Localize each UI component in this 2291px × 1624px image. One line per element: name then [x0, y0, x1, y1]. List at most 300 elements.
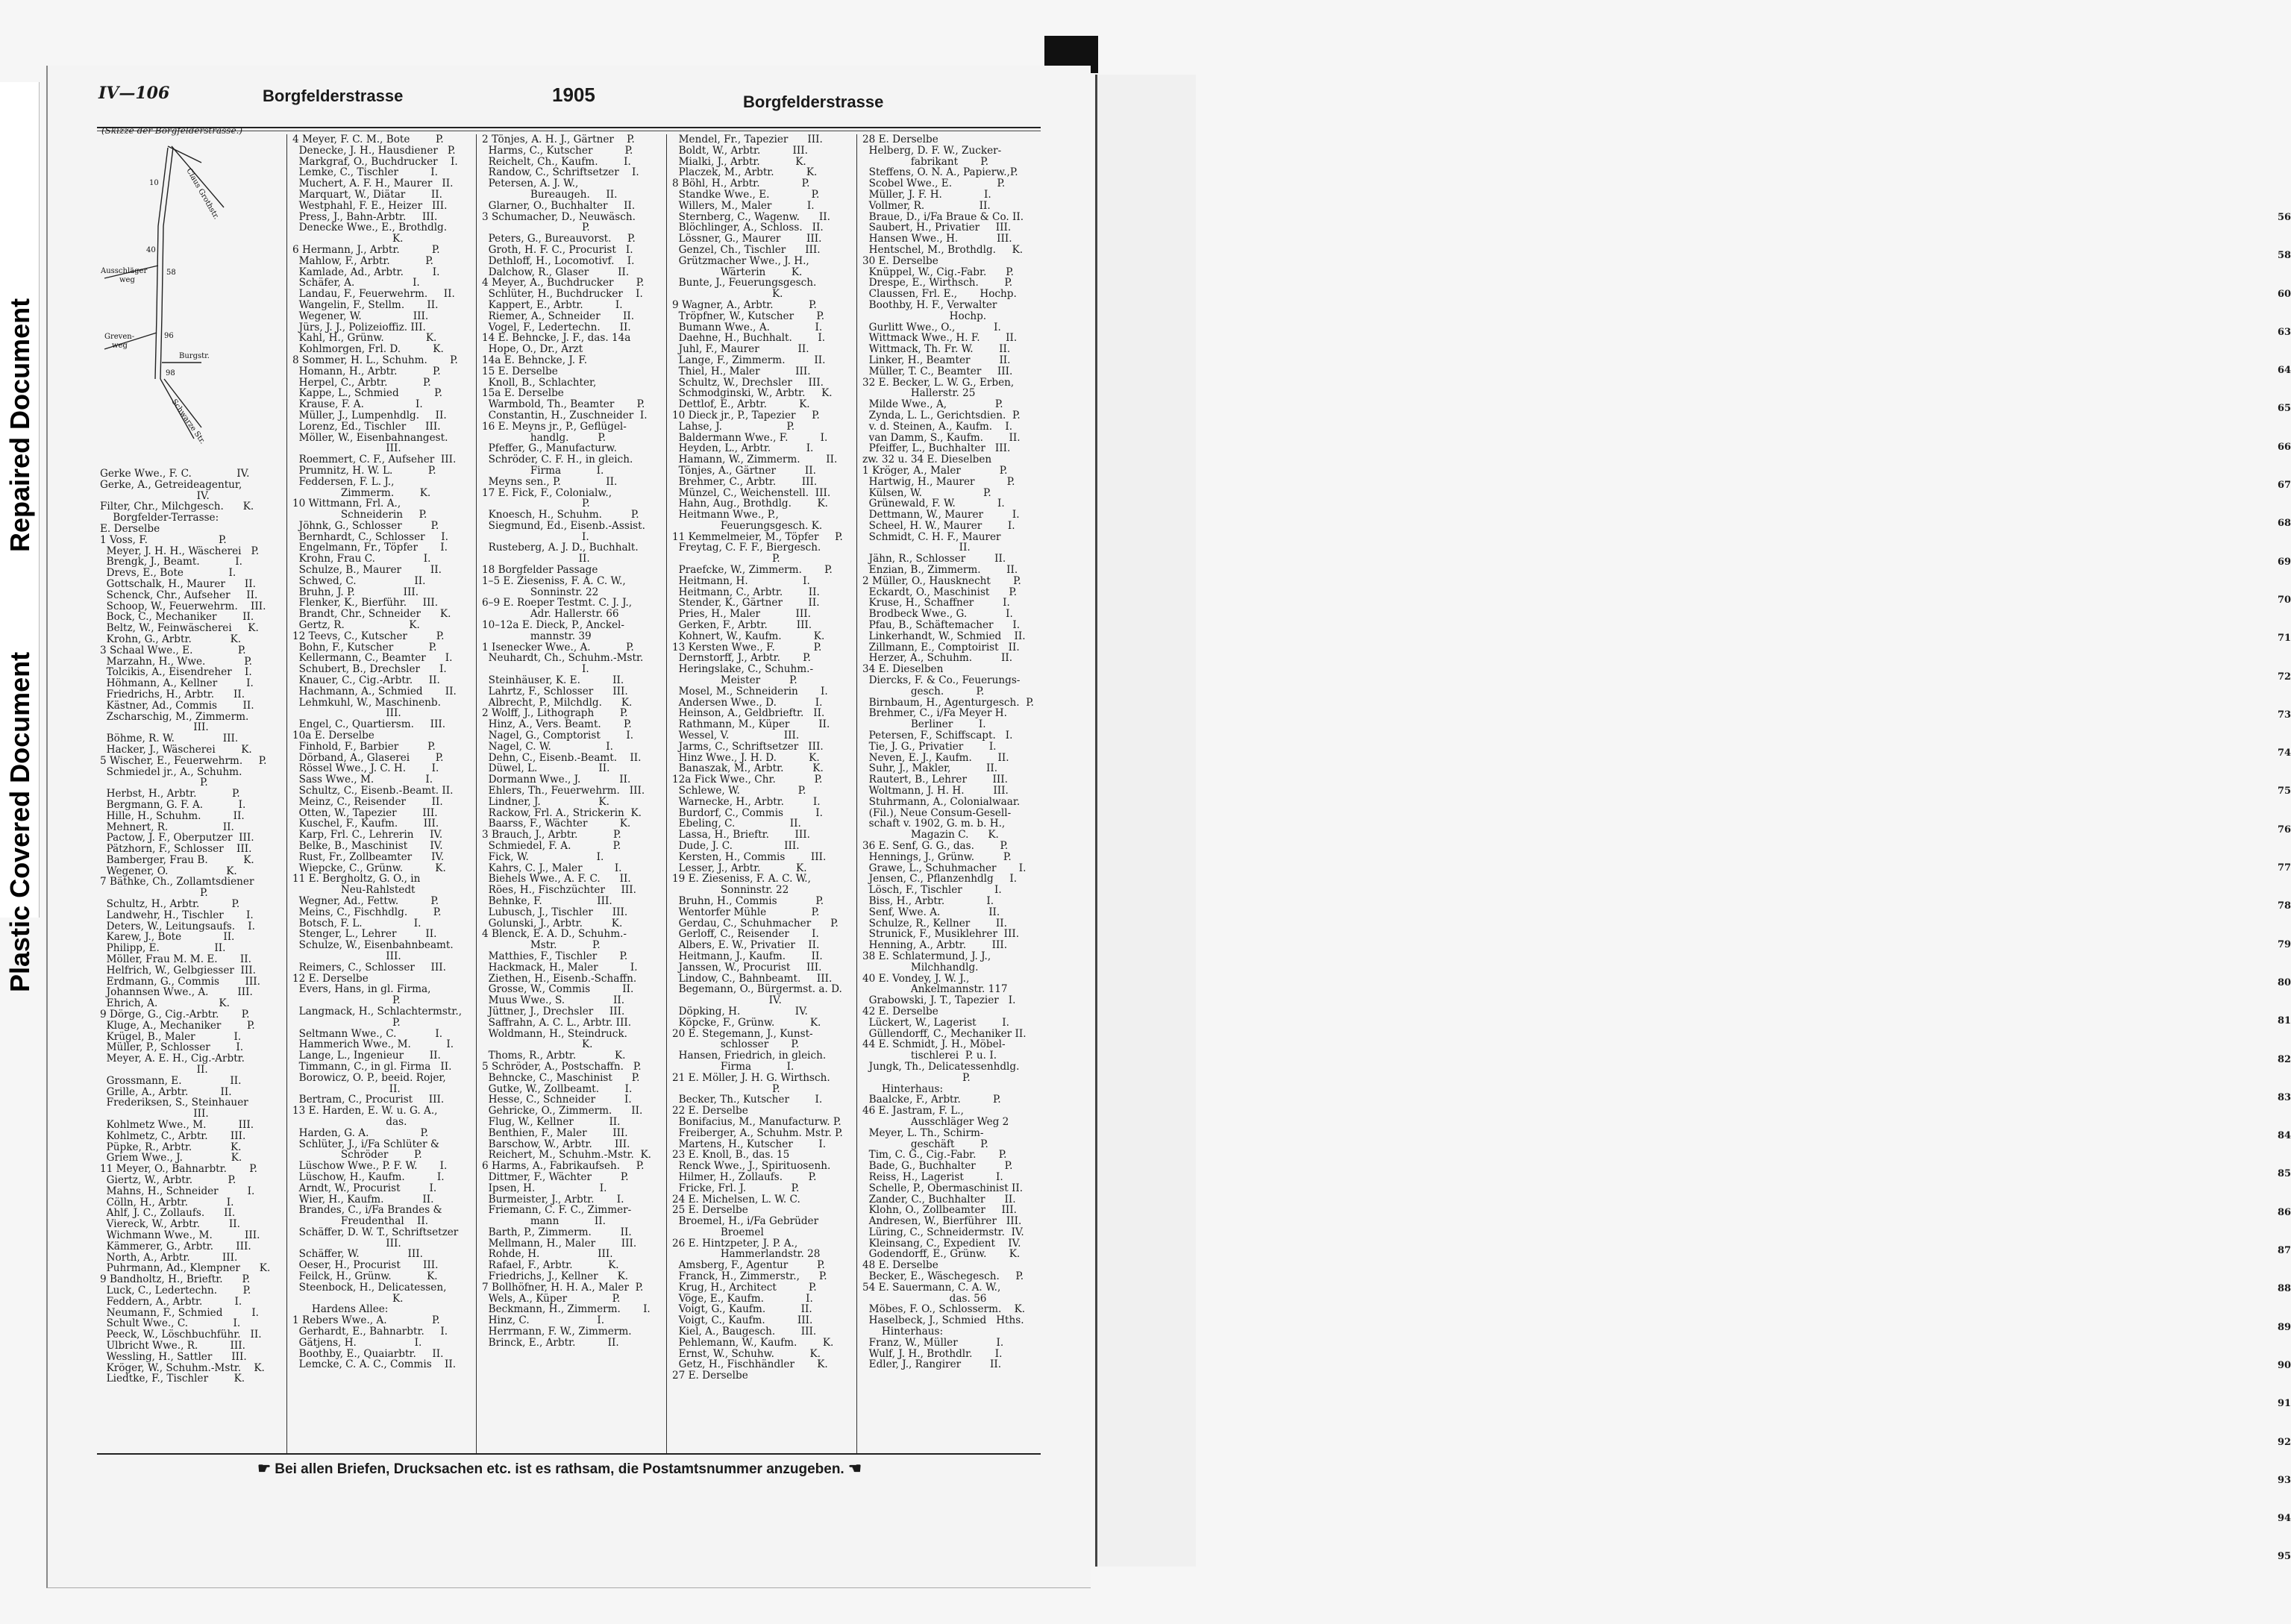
directory-entry: Bernhardt, C., Schlosser I.	[292, 530, 448, 543]
directory-entry: 1 Isenecker Wwe., A. P.	[482, 641, 634, 653]
directory-entry: Brehmer, C., Arbtr. III.	[672, 475, 818, 488]
directory-entry: Kohlmetz, C., Arbtr. III.	[100, 1129, 246, 1142]
directory-entry: Neumann, F., Schmied I.	[100, 1306, 260, 1319]
directory-entry: 2 Müller, O., Hausknecht P.	[862, 574, 1021, 587]
directory-entry: 18 Borgfelder Passage	[482, 564, 598, 577]
directory-entry: Hinz, A., Vers. Beamt. P.	[482, 718, 632, 731]
directory-entry: Schmodginski, W., Arbtr. K.	[672, 387, 833, 400]
directory-entry: Brinck, E., Arbtr. II.	[482, 1336, 619, 1349]
directory-entry: 11 Kemmelmeier, M., Töpfer P.	[672, 530, 843, 543]
directory-entry: Linkerhandt, W., Schmied II.	[862, 630, 1026, 642]
directory-entry: Hinterhaus:	[862, 1082, 944, 1095]
label-weg1: weg	[119, 276, 135, 284]
directory-entry: Meins, C., Fischhdlg. P.	[292, 906, 442, 918]
directory-entry: Behncke, C., Maschinist P.	[482, 1071, 640, 1084]
directory-entry: 42 E. Derselbe	[862, 1005, 938, 1018]
directory-entry: Behnke, F. III.	[482, 894, 612, 907]
directory-entry: Schubert, B., Drechsler I.	[292, 663, 447, 676]
directory-entry: geschäft P.	[862, 1138, 988, 1150]
directory-entry: 6 Hermann, J., Arbtr. P.	[292, 243, 440, 256]
directory-entry: Milchhandlg.	[862, 961, 979, 974]
directory-entry: Schultz, W., Drechsler III.	[672, 376, 824, 389]
directory-entry: Krohn, G., Arbtr. K.	[100, 633, 242, 645]
directory-entry: Langmack, H., Schlachtermstr.,	[292, 1005, 463, 1018]
directory-entry: das. 56	[862, 1292, 987, 1305]
edge-number: 80	[2278, 976, 2291, 988]
directory-entry: Benthien, F., Maler III.	[482, 1126, 628, 1139]
directory-entry: Brandes, C., i/Fa Brandes &	[292, 1204, 442, 1217]
directory-entry: Bertram, C., Procurist III.	[292, 1094, 445, 1106]
directory-entry: Lössner, G., Maurer III.	[672, 233, 822, 245]
directory-entry: Hallerstr. 25	[862, 387, 976, 400]
directory-entry: Lahse, J. P.	[672, 420, 795, 433]
directory-entry: Rohde, H. III.	[482, 1248, 613, 1261]
directory-entry: Reichelt, Ch., Kaufm. I.	[482, 155, 631, 168]
directory-entry: Jarms, C., Schriftsetzer III.	[672, 740, 824, 753]
directory-entry: handlg. P.	[482, 431, 607, 444]
directory-entry: Praefcke, W., Zimmerm. P.	[672, 564, 833, 577]
directory-entry: Knoesch, H., Schuhm. P.	[482, 509, 639, 521]
preservation-label-strip	[0, 82, 40, 992]
directory-entry: Wegner, Ad., Fettw. P.	[292, 894, 439, 907]
directory-entry: Wiepcke, C., Grünw. K.	[292, 862, 446, 874]
directory-entry: Schulze, W., Eisenbahnbeamt.	[292, 939, 454, 952]
directory-entry: Wichmann Wwe., M. III.	[100, 1229, 260, 1241]
directory-entry: Birnbaum, H., Agenturgesch. P.	[862, 696, 1034, 709]
directory-entry: Cölln, H., Arbtr. I.	[100, 1196, 234, 1208]
directory-entry: (Fil.), Neue Consum-Gesell-	[862, 806, 1012, 819]
directory-entry: Steinhäuser, K. E. II.	[482, 674, 624, 687]
directory-entry: 11 Meyer, O., Bahnarbtr. P.	[100, 1163, 257, 1176]
directory-entry: III.	[292, 950, 401, 962]
directory-entry: IV.	[100, 489, 210, 502]
directory-entry: Knoll, B., Schlachter,	[482, 376, 597, 389]
edge-number: 84	[2278, 1130, 2291, 1142]
directory-entry: Magazin C. K.	[862, 829, 999, 841]
directory-entry: Schultz, H., Arbtr. P.	[100, 898, 240, 911]
directory-entry: Bergmann, G. F. A. I.	[100, 798, 246, 811]
edge-number: 76	[2278, 824, 2291, 835]
directory-entry: Dude, J. C. III.	[672, 840, 800, 852]
directory-entry: Burdorf, C., Commis I.	[672, 806, 823, 819]
directory-entry: 54 E. Sauermann, C. A. W.,	[862, 1281, 1001, 1294]
directory-entry: Gurlitt Wwe., O., I.	[862, 321, 1001, 333]
directory-entry: 1–5 E. Zieseniss, F. A. C. W.,	[482, 574, 626, 587]
directory-entry: Zscharschig, M., Zimmerm.	[100, 710, 249, 723]
directory-entry: Beckmann, H., Zimmerm. I.	[482, 1303, 651, 1316]
directory-entry: Wentorfer Mühle P.	[672, 906, 820, 918]
directory-entry: Ulbricht Wwe., R. III.	[100, 1339, 245, 1352]
directory-entry: K.	[672, 288, 783, 301]
directory-entry: Bade, G., Buchhalter P.	[862, 1160, 1013, 1173]
directory-entry: Müller, P., Schlosser I.	[100, 1041, 244, 1054]
directory-entry: Steffens, O. N. A., Papierw.,P.	[862, 166, 1018, 179]
directory-entry: 11 E. Bergholtz, G. O., in	[292, 873, 421, 885]
directory-entry: Haselbeck, J., Schmied Hths.	[862, 1314, 1024, 1327]
directory-entry: III.	[100, 721, 209, 734]
directory-entry: Otten, W., Tapezier III.	[292, 806, 438, 819]
directory-entry: Hilmer, H., Zollaufs. P.	[672, 1170, 817, 1183]
directory-entry: Kruse, H., Schaffner I.	[862, 597, 1010, 609]
directory-entry: Lehmkuhl, W., Maschinenb.	[292, 696, 441, 709]
directory-entry: Dörband, A., Glaserei P.	[292, 751, 444, 764]
directory-entry: Groth, H. F. C., Procurist I.	[482, 243, 633, 256]
directory-entry: Placzek, M., Arbtr. K.	[672, 166, 818, 179]
directory-entry: Zander, C., Buchhalter II.	[862, 1193, 1016, 1206]
directory-entry: Mstr. P.	[482, 939, 601, 952]
directory-entry: Rössel Wwe., J. C. H. I.	[292, 762, 439, 775]
directory-entry: 23 E. Knoll, B., das. 15	[672, 1149, 790, 1161]
directory-entry: 40 E. Vondey, J. W. J.,	[862, 972, 970, 985]
directory-entry: Gätjens, H. I.	[292, 1336, 422, 1349]
directory-entry: Pfeffer, G., Manufacturw.	[482, 442, 617, 455]
directory-column-1	[100, 468, 270, 1385]
directory-entry: Hinz, C. I.	[482, 1314, 605, 1327]
directory-entry: Peters, G., Bureauvorst. P.	[482, 233, 636, 245]
directory-entry: Wessling, H., Sattler III.	[100, 1350, 247, 1363]
directory-entry: Godendorff, E., Grünw. K.	[862, 1248, 1021, 1261]
edge-number: 73	[2278, 709, 2291, 721]
directory-entry: Biehels Wwe., A. F. C. II.	[482, 873, 631, 885]
directory-entry: Schlüter, J., i/Fa Schlüter &	[292, 1138, 440, 1150]
directory-entry: Pfeiffer, L., Buchhalter III.	[862, 442, 1011, 455]
directory-entry: Giertz, W., Arbtr. P.	[100, 1174, 236, 1186]
edge-number: 56	[2278, 212, 2291, 223]
claus-groth-line	[168, 146, 201, 163]
directory-entry: Blöchlinger, A., Schloss. II.	[672, 222, 824, 234]
directory-entry: Marzahn, H., Wwe. P.	[100, 655, 252, 668]
directory-entry: 4 Meyer, F. C. M., Bote P.	[292, 134, 444, 145]
directory-entry: Gerloff, C., Reisender I.	[672, 928, 819, 941]
directory-entry: Kahl, H., Grünw. K.	[292, 332, 437, 345]
directory-entry: Constantin, H., Zuschneider I.	[482, 409, 648, 421]
directory-entry: Ziethen, H., Eisenb.-Schaffn.	[482, 972, 637, 985]
directory-entry: 17 E. Fick, F., Colonialw.,	[482, 486, 612, 499]
directory-entry: Hentschel, M., Brothdlg. K.	[862, 243, 1024, 256]
directory-entry: Feuerungsgesch. K.	[672, 519, 823, 532]
directory-entry: Möbes, F. O., Schlosserm. K.	[862, 1303, 1026, 1316]
directory-entry: Tröpfner, W., Kutscher P.	[672, 310, 825, 322]
directory-entry: 10 Dieck jr., P., Tapezier P.	[672, 409, 820, 421]
directory-entry: Evers, Hans, in gl. Firma,	[292, 983, 431, 996]
directory-entry: Lüschow Wwe., P. F. W. I.	[292, 1160, 448, 1173]
directory-entry: Hachmann, A., Schmied II.	[292, 685, 457, 697]
directory-entry: Senf, Wwe. A. II.	[862, 906, 1000, 918]
directory-entry: Daehne, H., Buchhalt. I.	[672, 332, 826, 345]
directory-entry: 22 E. Derselbe	[672, 1105, 748, 1117]
directory-entry: Gerdau, C., Schuhmacher P.	[672, 917, 839, 929]
directory-entry: Krause, F. A. I.	[292, 398, 423, 411]
directory-entry: Pactow, J. F., Oberputzer III.	[100, 832, 254, 844]
directory-entry: Finhold, F., Barbier P.	[292, 740, 436, 753]
directory-entry: Albrecht, P., Milchdlg. K.	[482, 696, 633, 709]
street-title-left: Borgfelderstrasse	[263, 87, 404, 105]
edge-number: 65	[2278, 403, 2291, 415]
directory-entry: 1 Kröger, A., Maler P.	[862, 464, 1008, 477]
directory-entry: Grossmann, E. II.	[100, 1074, 242, 1087]
directory-entry: Meyer, L. Th., Schirm-	[862, 1126, 984, 1139]
directory-entry: 19 E. Zieseniss, F. A. C. W.,	[672, 873, 811, 885]
directory-entry: 13 Kersten Wwe., F. P.	[672, 641, 822, 653]
directory-entry: Herpel, C., Arbtr. P.	[292, 376, 431, 389]
directory-entry: Seltmann Wwe., C. I.	[292, 1027, 443, 1040]
directory-entry: Wier, H., Kaufm. II.	[292, 1193, 434, 1206]
directory-entry: Jungk, Th., Delicatessenhdlg.	[862, 1060, 1020, 1073]
directory-entry: Schäffer, D. W. T., Schriftsetzer	[292, 1226, 459, 1238]
directory-entry: Rackow, Frl. A., Strickerin K.	[482, 806, 642, 819]
directory-entry: Firma I.	[672, 1060, 795, 1073]
directory-entry: Renck Wwe., J., Spirituosenh.	[672, 1160, 831, 1173]
directory-entry: Wegener, O. K.	[100, 865, 237, 877]
directory-column-2	[292, 134, 462, 1370]
directory-entry: Schwed, C. II.	[292, 574, 426, 587]
directory-entry: 4 Meyer, A., Buchdrucker P.	[482, 277, 645, 289]
directory-entry: Krügel, B., Maler I.	[100, 1030, 242, 1043]
directory-entry: 5 Schröder, A., Postschaffn. P.	[482, 1060, 642, 1073]
directory-entry: Karp, Frl. C., Lehrerin IV.	[292, 829, 443, 841]
directory-entry: Henning, A., Arbtr. III.	[862, 939, 1008, 952]
directory-entry: Stuhrmann, A., Colonialwaar.	[862, 795, 1021, 808]
directory-entry: Münzel, C., Weichenstell. III.	[672, 486, 831, 499]
directory-entry: Lange, F., Zimmerm. II.	[672, 354, 826, 366]
edge-number: 74	[2278, 747, 2291, 759]
directory-entry: Mendel, Fr., Tapezier III.	[672, 134, 823, 145]
label-greven: Greven-	[104, 333, 135, 341]
directory-entry: II.	[292, 1082, 401, 1095]
plastic-covered-label: Plastic Covered Document	[4, 651, 35, 992]
directory-entry: Lesser, J., Arbtr. K.	[672, 862, 807, 874]
directory-entry: 2 Wolff, J., Lithograph P.	[482, 707, 628, 720]
directory-entry: Botsch, F. L. I.	[292, 917, 421, 929]
directory-entry: Lange, L., Ingenieur II.	[292, 1050, 441, 1062]
edge-number: 78	[2278, 900, 2291, 912]
directory-entry: 15a E. Derselbe	[482, 387, 564, 400]
directory-entry: Ahlf, J. C., Zollaufs. II.	[100, 1207, 236, 1220]
directory-entry: P.	[100, 777, 208, 789]
directory-entry: Bock, C., Mechaniker II.	[100, 611, 254, 624]
label-ausschlaeger: Ausschläger	[101, 267, 148, 275]
directory-entry: Grabowski, J. T., Tapezier I.	[862, 994, 1016, 1007]
directory-entry: Burmeister, J., Arbtr. I.	[482, 1193, 624, 1206]
directory-entry: Jüttner, J., Drechsler III.	[482, 1005, 625, 1018]
directory-entry: Pries, H., Maler III.	[672, 608, 811, 621]
directory-entry: Johannsen Wwe., A. III.	[100, 986, 253, 999]
directory-entry: Gottschalk, H., Maurer II.	[100, 577, 256, 590]
directory-entry: Braue, D., i/Fa Braue & Co. II.	[862, 210, 1024, 223]
directory-entry: Dettmann, W., Maurer I.	[862, 509, 1020, 521]
directory-entry: Edler, J., Rangirer II.	[862, 1358, 1002, 1371]
directory-entry: Luck, C., Ledertechn. P.	[100, 1284, 251, 1297]
edge-number: 63	[2278, 326, 2291, 338]
directory-entry: 13 E. Harden, E. W. u. G. A.,	[292, 1105, 438, 1117]
directory-entry: Wels, A., Küper P.	[482, 1292, 621, 1305]
directory-entry: Ebeling, C. II.	[672, 818, 801, 830]
directory-entry: Püpke, R., Arbtr. K.	[100, 1141, 242, 1153]
directory-entry: Lüring, C., Schneidermstr. IV.	[862, 1226, 1024, 1238]
directory-entry: 8 Böhl, H., Arbtr. P.	[672, 178, 810, 190]
directory-entry: Kämmerer, G., Arbtr. III.	[100, 1240, 251, 1253]
directory-entry: gesch. P.	[862, 685, 985, 697]
column-rule-4	[856, 134, 857, 1455]
edge-number: 85	[2278, 1168, 2291, 1180]
directory-entry: Pätzhorn, F., Schlosser III.	[100, 843, 252, 856]
directory-entry: Markgraf, O., Buchdrucker I.	[292, 155, 458, 168]
edge-number: 58	[2278, 250, 2291, 262]
directory-entry: Milde Wwe., A, P.	[862, 398, 1003, 411]
directory-entry: Meinz, C., Reisender II.	[292, 795, 443, 808]
directory-entry: 7 Bollhöfner, H. H. A., Maler P.	[482, 1281, 644, 1294]
directory-entry: Peeck, W., Löschbuchführ. II.	[100, 1329, 262, 1341]
directory-entry: Krug, H., Architect P.	[672, 1281, 817, 1294]
directory-entry: Wittmack Wwe., H. F. II.	[862, 332, 1018, 345]
directory-entry: Thiel, H., Maler III.	[672, 365, 811, 377]
directory-entry: Hille, H., Schuhm. II.	[100, 809, 245, 822]
directory-entry: Brodbeck Wwe., G. I.	[862, 608, 1013, 621]
directory-entry: 7 Bäthke, Ch., Zollamtsdiener	[100, 876, 254, 888]
directory-entry: 26 E. Hintzpeter, J. P. A.,	[672, 1237, 798, 1250]
directory-entry: Kiel, A., Baugesch. III.	[672, 1326, 817, 1338]
directory-entry: mann II.	[482, 1215, 606, 1228]
directory-entry: Hinz Wwe., J. H. D. K.	[672, 751, 820, 764]
directory-entry: Schäfer, A. I.	[292, 277, 420, 289]
directory-entry: Kröger, W., Schuhm.-Mstr. K.	[100, 1361, 265, 1374]
edge-number: 95	[2278, 1551, 2291, 1563]
directory-entry: Bamberger, Frau B. K.	[100, 853, 254, 866]
directory-entry: 36 E. Senf, G. G., das. P.	[862, 840, 1009, 852]
directory-entry: Boothby, H. F., Verwalter	[862, 298, 997, 311]
directory-entry: Jensen, C., Pflanzenhdlg I.	[862, 873, 1018, 885]
directory-entry: III.	[292, 442, 401, 455]
edge-number: 69	[2278, 556, 2291, 568]
directory-entry: Schulze, B., Maurer II.	[292, 564, 442, 577]
directory-entry: Strunick, F., Musiklehrer III.	[862, 928, 1020, 941]
label-weg2: weg	[112, 342, 128, 350]
directory-entry: Lückert, W., Lagerist I.	[862, 1016, 1009, 1029]
directory-entry: Claussen, Frl. E., Hochp.	[862, 288, 1017, 301]
directory-entry: Standke Wwe., E. P.	[672, 188, 820, 201]
directory-entry: Beltz, W., Feinwäscherei K.	[100, 622, 259, 635]
directory-entry: Pfau, B., Schäftemacher I.	[862, 619, 1021, 632]
directory-entry: Linker, H., Beamter II.	[862, 354, 1011, 366]
directory-entry: Heinson, A., Geldbrieftr. II.	[672, 707, 825, 720]
directory-entry: Döpking, H. IV.	[672, 1005, 808, 1018]
directory-entry: Borgfelder-Terrasse:	[100, 512, 219, 524]
directory-entry: Ernst, W., Schuhw. K.	[672, 1347, 821, 1360]
edge-number: 86	[2278, 1206, 2291, 1218]
directory-entry: Kappert, E., Arbtr. I.	[482, 298, 623, 311]
directory-entry: Dalchow, R., Glaser II.	[482, 266, 630, 278]
directory-entry: Getz, H., Fischhändler K.	[672, 1358, 828, 1371]
directory-entry: Scobel Wwe., E. P.	[862, 178, 1006, 190]
directory-entry: Genzel, Ch., Tischler III.	[672, 243, 821, 256]
edge-number: 77	[2278, 862, 2291, 874]
directory-entry: Röes, H., Fischzüchter III.	[482, 884, 636, 897]
directory-entry: Schoop, W., Feuerwehrm. III.	[100, 600, 266, 612]
directory-entry: Mosel, M., Schneiderin I.	[672, 685, 828, 697]
directory-entry: Siegmund, Ed., Eisenb.-Assist.	[482, 519, 645, 532]
directory-entry: Freudenthal II.	[292, 1215, 429, 1228]
directory-entry: Mahns, H., Schneider I.	[100, 1185, 255, 1197]
directory-entry: 12 E. Derselbe	[292, 972, 369, 985]
directory-entry: Köpcke, F., Grünw. K.	[672, 1016, 821, 1029]
directory-entry: Zynda, L. L., Gerichtsdien. P.	[862, 409, 1021, 421]
directory-entry: Schlewe, W. P.	[672, 785, 806, 797]
directory-entry: P.	[482, 222, 590, 234]
directory-entry: Baalcke, F., Arbtr. P.	[862, 1094, 1001, 1106]
directory-entry: Harms, C., Kutscher P.	[482, 144, 633, 157]
directory-entry: Puhrmann, Ad., Klempner K.	[100, 1262, 271, 1275]
num-98: 98	[166, 369, 175, 377]
directory-entry: Müller, J. F. H. I.	[862, 188, 991, 201]
num-96: 96	[164, 332, 174, 340]
directory-entry: Homann, H., Arbtr. P.	[292, 365, 441, 377]
directory-entry: Müller, J., Lumpenhdlg. II.	[292, 409, 447, 421]
directory-entry: P.	[672, 553, 780, 565]
edge-number: 90	[2278, 1359, 2291, 1371]
directory-entry: Bureaugeh. II.	[482, 188, 618, 201]
directory-entry: Tönjes, A., Gärtner II.	[672, 464, 816, 477]
directory-entry: Belke, B., Maschinist IV.	[292, 840, 443, 852]
directory-entry: Dethloff, H., Locomotivf. I.	[482, 254, 635, 267]
directory-entry: Meyns sen., P. II.	[482, 475, 618, 488]
directory-entry: Borowicz, O. P., beeid. Rojer,	[292, 1071, 446, 1084]
directory-entry: 9 Wagner, A., Arbtr. P.	[672, 298, 817, 311]
directory-entry: Andresen, W., Bierführer III.	[862, 1215, 1022, 1228]
directory-entry: 14 E. Behncke, J. F., das. 14a	[482, 332, 631, 345]
directory-entry: Becker, E., Wäschegesch. P.	[862, 1270, 1024, 1283]
directory-entry: Eckardt, O., Maschinist P.	[862, 586, 1018, 598]
directory-entry: III.	[100, 1108, 209, 1120]
directory-entry: Ankelmannstr. 117	[862, 983, 1008, 996]
directory-entry: Zillmann, E., Comptoirist II.	[862, 641, 1020, 653]
directory-entry: Martens, H., Kutscher I.	[672, 1138, 827, 1150]
directory-entry: Warnecke, H., Arbtr. I.	[672, 795, 821, 808]
directory-entry: E. Derselbe	[100, 522, 160, 535]
num-40: 40	[146, 246, 156, 254]
directory-entry: Voigt, G., Kaufm. II.	[672, 1303, 812, 1316]
directory-entry: Brehmer, C., i/Fa Meyer H.	[862, 707, 1007, 720]
directory-entry: 2 Tönjes, A. H. J., Gärtner P.	[482, 134, 635, 145]
next-page-numbers	[2278, 213, 2291, 1590]
directory-entry: P.	[482, 498, 590, 510]
directory-entry: P.	[292, 1016, 401, 1029]
edge-number: 64	[2278, 365, 2291, 377]
directory-entry: Hansen, Friedrich, in gleich.	[672, 1050, 827, 1062]
directory-entry: Grünewald, F. W. I.	[862, 498, 1005, 510]
directory-entry: das.	[292, 1115, 407, 1128]
directory-entry: Reichert, M., Schuhm.-Mstr. K.	[482, 1149, 651, 1161]
page-number: IV—106	[98, 84, 170, 103]
directory-entry: Schultz, C., Eisenb.-Beamt. II.	[292, 785, 454, 797]
directory-entry: Hartwig, H., Maurer P.	[862, 475, 1015, 488]
directory-entry: Prumnitz, H. W. L. P.	[292, 464, 436, 477]
directory-entry: 34 E. Dieselben	[862, 663, 944, 676]
directory-entry: Höhmann, A., Kellner I.	[100, 677, 254, 690]
directory-entry: Kästner, Ad., Commis II.	[100, 699, 254, 712]
directory-entry: Freytag, C. F. F., Biergesch.	[672, 542, 821, 554]
column-rule-3	[666, 134, 667, 1455]
directory-entry: Wessel, V. III.	[672, 730, 800, 742]
directory-entry: Jöhnk, G., Schlosser P.	[292, 519, 439, 532]
directory-entry: 21 E. Möller, J. H. G. Wirthsch.	[672, 1071, 830, 1084]
directory-entry: Rathmann, M., Küper II.	[672, 718, 830, 731]
directory-entry: Engelmann, Fr., Töpfer I.	[292, 542, 448, 554]
directory-entry: 6 Harms, A., Fabrikaufseh. P.	[482, 1160, 645, 1173]
edge-number: 67	[2278, 480, 2291, 492]
directory-entry: Hochp.	[862, 310, 987, 322]
directory-entry: Kohlmorgen, Frl. D. K.	[292, 343, 444, 356]
directory-entry: Grille, A., Arbtr. II.	[100, 1085, 232, 1098]
